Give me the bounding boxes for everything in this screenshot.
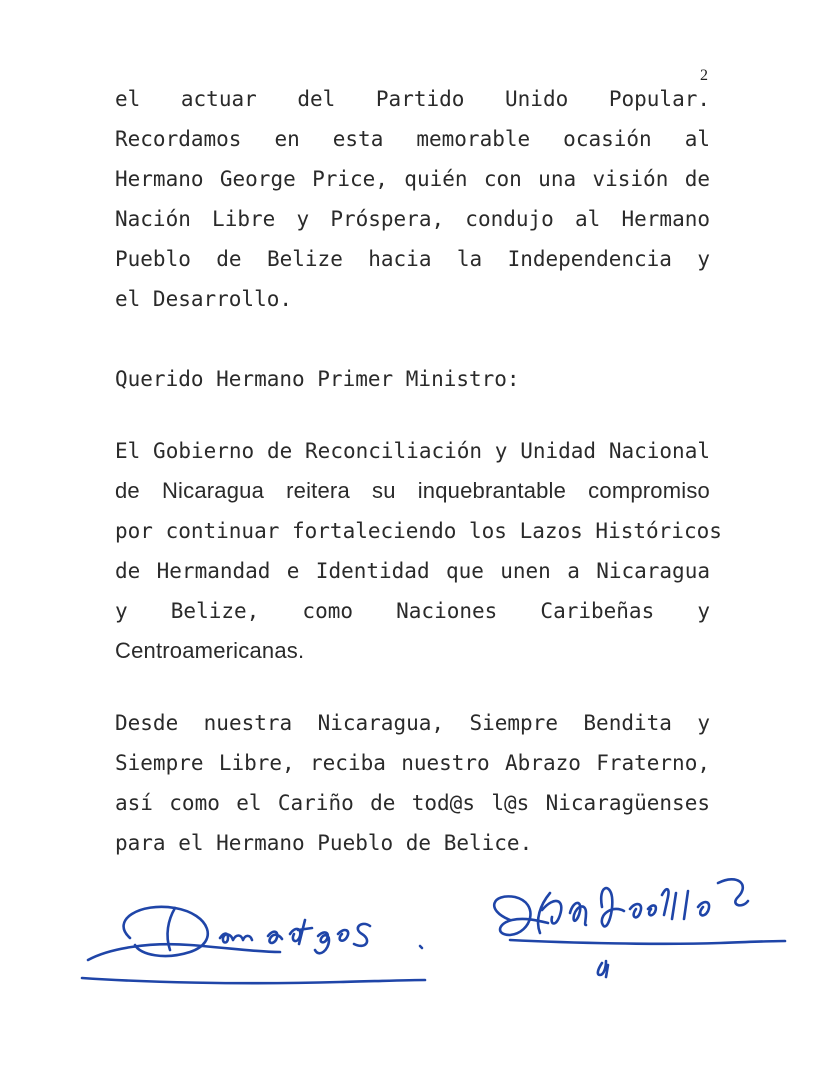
text-line: y Belize, como Naciones Caribeñas y xyxy=(115,599,710,623)
signatures xyxy=(75,860,785,990)
text-line: Desde nuestra Nicaragua, Siempre Bendita y xyxy=(115,711,710,735)
text-line: el Desarrollo. xyxy=(115,287,293,311)
paragraph-closing xyxy=(115,703,710,863)
signature-left xyxy=(80,890,440,1000)
paragraph-gobierno xyxy=(115,431,722,671)
text-line: de Nicaragua reitera su inquebrantable compromiso xyxy=(115,478,710,503)
text-line: de Hermandad e Identidad que unen a Nicaragua xyxy=(115,559,710,583)
text-line: Siempre Libre, reciba nuestro Abrazo Fraterno, xyxy=(115,751,710,775)
text-line: Querido Hermano Primer Ministro: xyxy=(115,367,520,391)
text-line: Hermano George Price, quién con una visión de xyxy=(115,167,710,191)
text-line: Nación Libre y Próspera, condujo al Hermano xyxy=(115,207,710,231)
text-line: Centroamericanas. xyxy=(115,638,305,663)
text-line: así como el Cariño de tod@s l@s Nicaragüenses xyxy=(115,791,710,815)
paragraph-partido-unido xyxy=(115,79,710,319)
text-line: por continuar fortaleciendo los Lazos Históricos xyxy=(115,519,722,543)
paragraph-salutation xyxy=(115,359,710,399)
text-line: para el Hermano Pueblo de Belice. xyxy=(115,831,533,855)
text-line: Pueblo de Belize hacia la Independencia y xyxy=(115,247,710,271)
text-line: el actuar del Partido Unido Popular. xyxy=(115,87,710,111)
text-line: El Gobierno de Reconciliación y Unidad Nacional xyxy=(115,439,710,463)
text-line: Recordamos en esta memorable ocasión al xyxy=(115,127,710,151)
page-number: 2 xyxy=(700,67,708,84)
signature-right xyxy=(480,865,790,985)
